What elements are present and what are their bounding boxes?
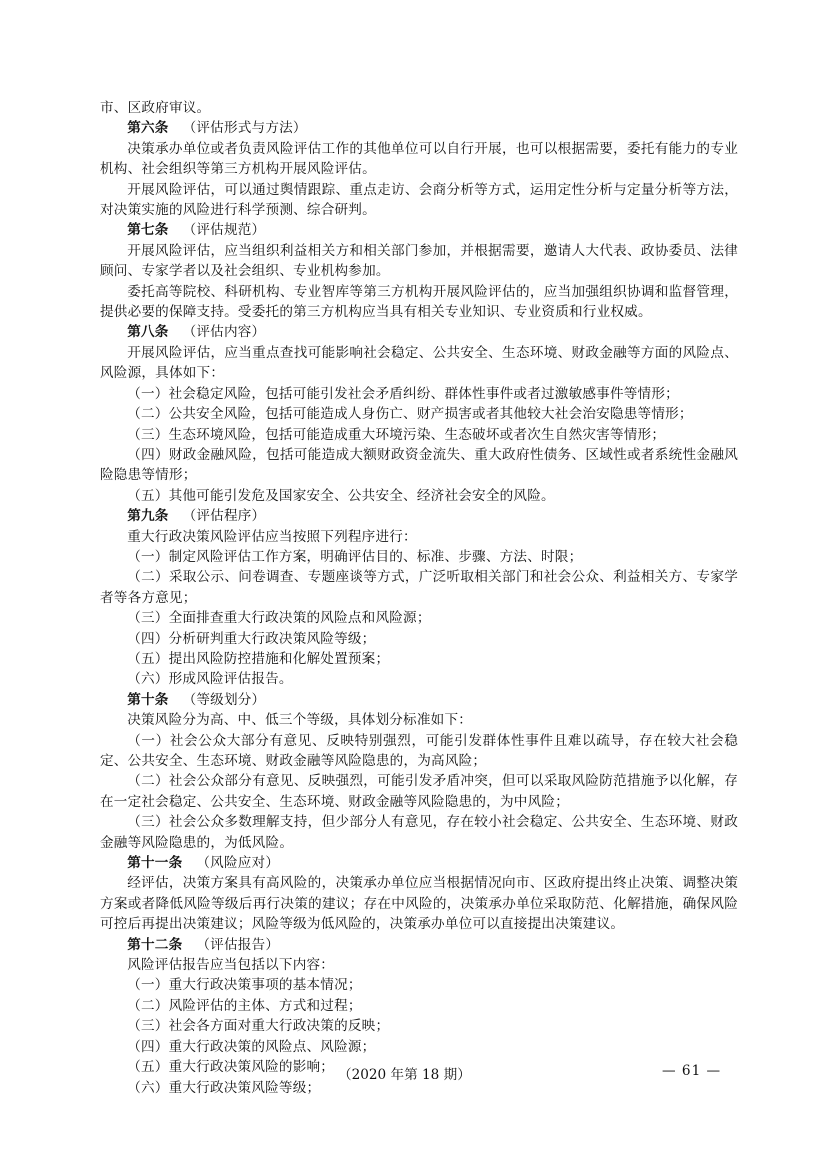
body-paragraph: 开展风险评估，应当组织利益相关方和相关部门参加，并根据需要，邀请人大代表、政协委员、法律顾问、专家学者以及社会组织、专业机构参加。: [100, 242, 738, 280]
article-heading: [100, 853, 738, 873]
body-paragraph: 开展风险评估，应当重点查找可能影响社会稳定、公共安全、生态环境、财政金融等方面的风险点、风险源，具体如下：: [100, 344, 738, 382]
body-paragraph: （二）采取公示、问卷调查、专题座谈等方式，广泛听取相关部门和社会公众、利益相关方、专家学者等各方意见；: [100, 569, 738, 606]
body-paragraph: 市、区政府审议。: [100, 100, 211, 116]
body-paragraph: （五）重大行政决策风险的影响；: [127, 1059, 335, 1076]
body-paragraph: 重大行政决策风险评估应当按照下列程序进行：: [127, 528, 417, 545]
body-paragraph: （五）其他可能引发危及国家安全、公共安全、经济社会安全的风险。: [127, 487, 555, 504]
body-paragraph: 决策风险分为高、中、低三个等级，具体划分标准如下：: [127, 712, 473, 729]
article-number: 第七条: [127, 222, 169, 239]
body-paragraph: （一）社会稳定风险，包括可能引发社会矛盾纠纷、群体性事件或者过激敏感事件等情形；: [127, 385, 679, 402]
article-title: （评估规范）: [182, 222, 266, 239]
body-paragraph: （三）社会公众多数理解支持，但少部分人有意见，存在较小社会稳定、公共安全、生态环境、财政金融等风险隐患的，为低风险。: [100, 814, 738, 851]
body-paragraph: （三）全面排查重大行政决策的风险点和风险源；: [127, 610, 431, 627]
article-heading: [100, 322, 738, 342]
body-paragraph: （三）生态环境风险，包括可能造成重大环境污染、生态破坏或者次生自然灾害等情形；: [127, 426, 666, 443]
page-number: — 61 —: [662, 1063, 722, 1079]
body-paragraph: （一）重大行政决策事项的基本情况；: [127, 977, 362, 994]
article-title: （评估报告）: [196, 936, 280, 953]
body-paragraph: 委托高等院校、科研机构、专业智库等第三方机构开展风险评估的，应当加强组织协调和监督管理，提供必要的保障支持。受委托的第三方机构应当具有相关专业知识、专业资质和行业权威。: [100, 283, 738, 321]
article-number: 第八条: [127, 324, 169, 341]
body-paragraph: （一）制定风险评估工作方案，明确评估目的、标准、步骤、方法、时限；: [127, 548, 583, 565]
article-heading: [100, 220, 738, 240]
article-heading: [100, 118, 738, 138]
body-paragraph: （四）财政金融风险，包括可能造成大额财政资金流失、重大政府性债务、区域性或者系统性金融风险隐患等情形；: [100, 446, 738, 484]
document-body: [100, 98, 738, 1098]
body-paragraph: 经评估，决策方案具有高风险的，决策承办单位应当根据情况向市、区政府提出终止决策、调整决策方案或者降低风险等级后再行决策的建议；存在中风险的，决策承办单位采取防范、化解措施，确保风险可控后再提出决策建议；风险等级为低风险的，决策承办单位可以直接提出决策建议。: [100, 875, 738, 933]
body-paragraph: （一）社会公众大部分有意见、反映特别强烈，可能引发群体性事件且难以疏导，存在较大社会稳定、公共安全、生态环境、财政金融等风险隐患的，为高风险；: [100, 732, 738, 769]
article-title: （评估内容）: [182, 324, 266, 341]
body-paragraph: （六）重大行政决策风险等级；: [127, 1079, 321, 1096]
article-title: （评估程序）: [182, 508, 266, 525]
article-number: 第十条: [127, 691, 169, 708]
article-number: 第九条: [127, 508, 169, 525]
body-paragraph: （三）社会各方面对重大行政决策的反映；: [127, 1018, 390, 1035]
body-paragraph: 风险评估报告应当包括以下内容：: [127, 957, 335, 974]
article-title: （评估形式与方法）: [182, 120, 307, 137]
article-heading: [100, 506, 738, 526]
body-paragraph: （五）提出风险防控措施和化解处置预案；: [127, 650, 390, 667]
article-number: 第十二条: [127, 936, 183, 953]
issue-label: （2020 年第 18 期）: [338, 1067, 471, 1083]
article-heading: [100, 935, 738, 955]
article-number: 第十一条: [127, 855, 183, 872]
body-paragraph: （二）风险评估的主体、方式和过程；: [127, 997, 362, 1014]
body-paragraph: 决策承办单位或者负责风险评估工作的其他单位可以自行开展，也可以根据需要，委托有能力的专业机构、社会组织等第三方机构开展风险评估。: [100, 140, 738, 178]
article-title: （风险应对）: [196, 855, 280, 872]
body-paragraph: （二）公共安全风险，包括可能造成人身伤亡、财产损害或者其他较大社会治安隐患等情形；: [127, 406, 693, 423]
body-paragraph: （二）社会公众部分有意见、反映强烈，可能引发矛盾冲突，但可以采取风险防范措施予以化解，存在一定社会稳定、公共安全、生态环境、财政金融等风险隐患的，为中风险；: [100, 773, 738, 810]
body-paragraph: （四）分析研判重大行政决策风险等级；: [127, 630, 376, 647]
article-number: 第六条: [127, 120, 169, 137]
body-paragraph: （四）重大行政决策的风险点、风险源；: [127, 1038, 376, 1055]
body-paragraph: 开展风险评估，可以通过舆情跟踪、重点走访、会商分析等方式，运用定性分析与定量分析等方法，对决策实施的风险进行科学预测、综合研判。: [100, 181, 738, 219]
body-paragraph: （六）形成风险评估报告。: [127, 671, 293, 688]
article-heading: [100, 690, 738, 710]
article-title: （等级划分）: [182, 691, 266, 708]
